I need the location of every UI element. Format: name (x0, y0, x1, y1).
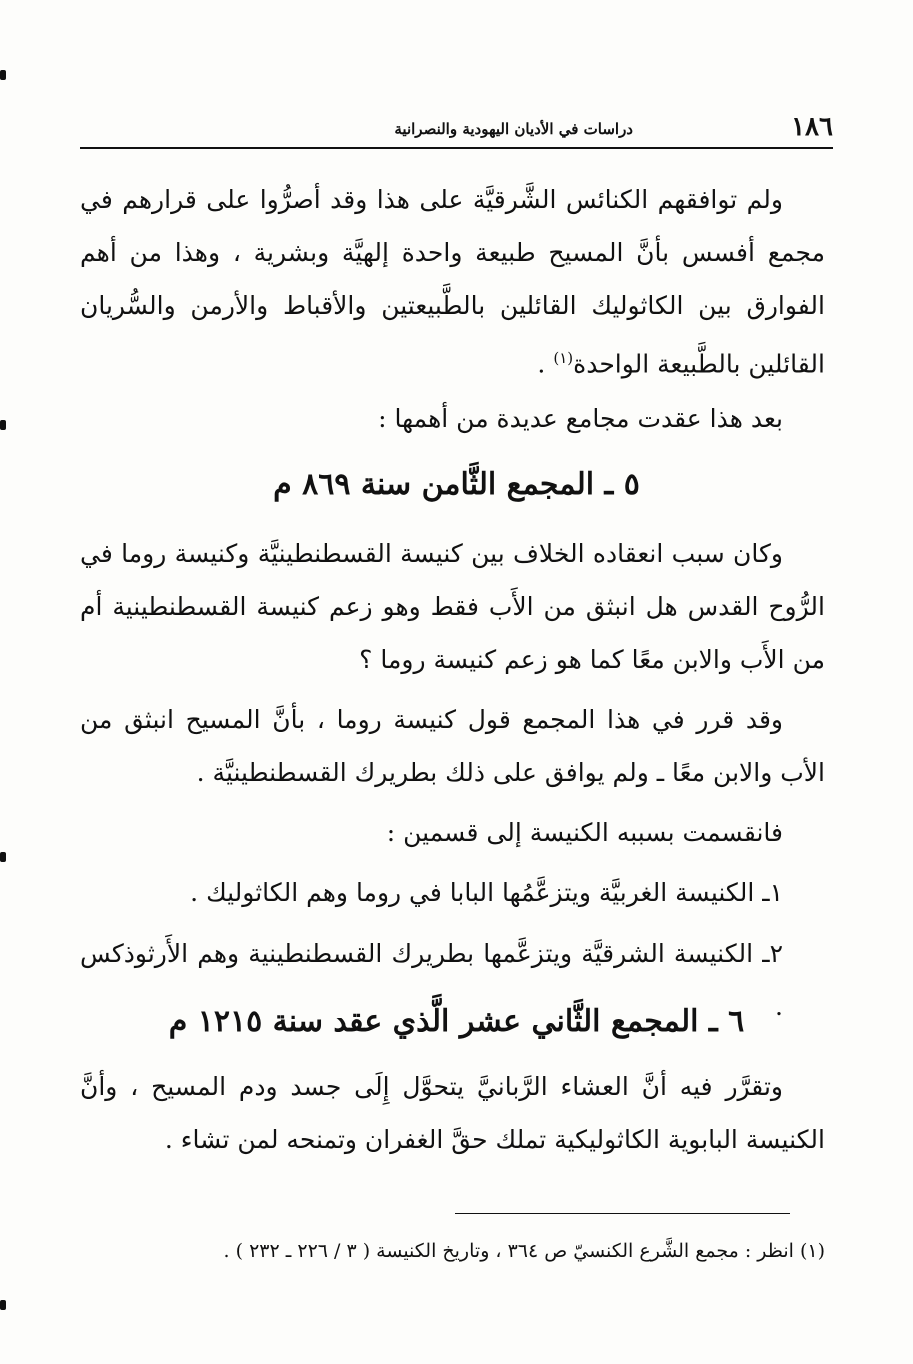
heading-council-8: ٥ ـ المجمع الثَّامن سنة ٨٦٩ م (273, 467, 640, 502)
footnote-rule (455, 1213, 790, 1214)
paragraph-1-end: . (537, 349, 554, 379)
footnote: (١) انظر : مجمع الشَّرع الكنسيّ ص ٣٦٤ ، وتاريخ الكنيسة ( ٣ / ٢٢٦ ـ ٢٣٢ ) . (223, 1240, 825, 1262)
paragraph-5: فانقسمت بسببه الكنيسة إلى قسمين : (386, 818, 783, 847)
footnote-ref: (١) (553, 349, 574, 367)
paragraph-4: وقد قرر في هذا المجمع قول كنيسة روما ، بأنَّ المسيح انبثق من الأب والابن معًا ـ ولم يوافق على ذلك بطريرك القسطنطينيَّة . (80, 705, 825, 787)
scan-edge-mark (0, 70, 6, 80)
list-item-2: ٢ـ الكنيسة الشرقيَّة ويتزعَّمها بطريرك القسطنطينية وهم الأَرثوذكس . (80, 939, 783, 1021)
paragraph-1 (80, 173, 825, 390)
header-rule (80, 147, 833, 149)
paragraph-1-text: ولم توافقهم الكنائس الشَّرقيَّة على هذا وقد أصرُّوا على قرارهم في مجمع أفسس بأنَّ المسيح طبيعة واحدة إلهيَّة وبشرية ، وهذا من أهم الفوارق بين الكاثوليك القائلين بالطَّبيعتين والأقباط والأرمن والسُّريان القائلين بالطَّبيعة الواحدة (80, 185, 825, 379)
scan-edge-mark (0, 1300, 6, 1310)
list-item-1: ١ـ الكنيسة الغربيَّة ويتزعَّمُها البابا في روما وهم الكاثوليك . (190, 878, 783, 907)
heading-council-12: ٦ ـ المجمع الثَّاني عشر الَّذي عقد سنة ١٢١٥ م (168, 1004, 745, 1039)
page-header (80, 112, 833, 146)
paragraph-3: وكان سبب انعقاده الخلاف بين كنيسة القسطنطينيَّة وكنيسة روما في الرُّوح القدس هل انبثق من الأَب فقط وهو زعم كنيسة القسطنطينية أم من الأَب والابن معًا كما هو زعم كنيسة روما ؟ (80, 539, 825, 674)
running-title: دراسات في الأديان اليهودية والنصرانية (394, 120, 633, 138)
scan-edge-mark (0, 852, 6, 862)
page-number: ١٨٦ (791, 112, 833, 142)
paragraph-2: بعد هذا عقدت مجامع عديدة من أهمها : (378, 404, 783, 433)
scan-edge-mark (0, 420, 6, 430)
paragraph-6: وتقرَّر فيه أنَّ العشاء الرَّبانيَّ يتحوَّل إِلَى جسد ودم المسيح ، وأنَّ الكنيسة البابوية الكاثوليكية تملك حقَّ الغفران وتمنحه لمن تشاء . (80, 1072, 825, 1154)
